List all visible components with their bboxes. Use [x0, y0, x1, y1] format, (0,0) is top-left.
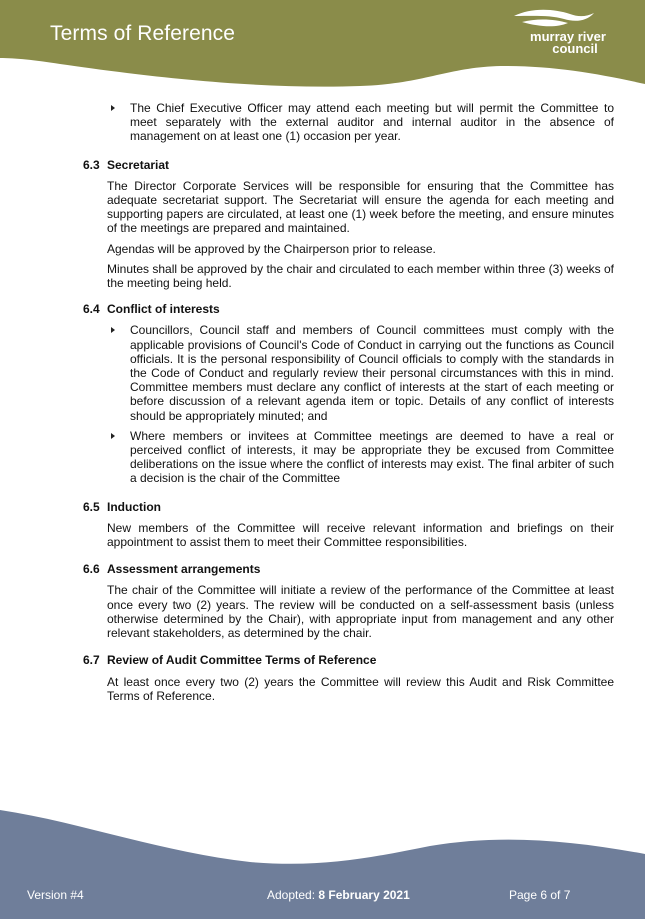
bullet-text: Where members or invitees at Committee meetings are deemed to have a real or perceived conflict of interests, it may be appropriate they be excused from Committee deliberations on the issue where the conflict of interests may exist. The final arbiter of such a decision is the chair of the Committee: [130, 428, 614, 486]
bullet-item: [130, 429, 614, 486]
section-number: 6.7: [83, 653, 100, 668]
bullet-item: [130, 323, 614, 422]
paragraph: Minutes shall be approved by the chair and circulated to each member within three (3) weeks of the meeting being held.: [107, 261, 614, 291]
section-heading-6-4: [83, 302, 645, 316]
section-number: 6.3: [83, 157, 100, 172]
footer-page-number: Page 6 of 7: [509, 888, 571, 902]
section-title: Review of Audit Committee Terms of Reference: [107, 653, 377, 668]
paragraph: The chair of the Committee will initiate a review of the performance of the Committee at least once every two (2) years. The review will be conducted on a self-assessment basis (unless otherwise determined by the Chair), with appropriate input from management and any other relevant stakeholders, as determined by the chair.: [107, 583, 614, 641]
section-heading-6-7: [83, 653, 645, 667]
paragraph: The Director Corporate Services will be responsible for ensuring that the Committee has adequate secretariat support. The Secretariat will ensure the agenda for each meeting and supporting papers are circulated, at least one (1) week before the meeting, and ensure minutes of the meetings are prepared and maintained.: [107, 178, 614, 236]
bullet-text: The Chief Executive Officer may attend each meeting but will permit the Committee to meet separately with the external auditor and internal auditor in the absence of management on at least one (1) occasion per year.: [130, 101, 614, 144]
footer-version: Version #4: [27, 888, 84, 902]
section-title: Assessment arrangements: [107, 562, 261, 577]
section-heading-6-3: [83, 158, 645, 172]
page-header: [0, 0, 645, 100]
council-logo: [512, 8, 624, 58]
paragraph: At least once every two (2) years the Committee will review this Audit and Risk Committee Terms of Reference.: [107, 674, 614, 703]
paragraph: Agendas will be approved by the Chairperson prior to release.: [107, 241, 436, 256]
adopted-date: 8 February 2021: [318, 888, 410, 902]
bullet-item: [130, 101, 614, 144]
section-number: 6.4: [83, 302, 100, 317]
footer-adopted: [267, 888, 410, 902]
logo-swirl-icon: [512, 8, 596, 30]
section-heading-6-6: [83, 562, 645, 576]
logo-line-1: murray river: [530, 29, 606, 44]
document-body: [0, 98, 645, 703]
paragraph: New members of the Committee will receive relevant information and briefings on their appointment to assist them to meet their Committee responsibilities.: [107, 520, 614, 550]
bullet-text: Councillors, Council staff and members of Council committees must comply with the applicable provisions of Council's Code of Conduct in carrying out the functions as Council officials. It is the personal responsibility of Council officials to comply with the standards in the Code of Conduct and regularly review their personal circumstances with this in mind. Committee members must declare any conflict of interests at the start of each meeting or before discussion of a relevant agenda item or topic. Details of any conflict of interests should be appropriately minuted; and: [130, 323, 614, 423]
section-title: Secretariat: [107, 157, 170, 172]
section-title: Induction: [107, 499, 161, 514]
bullet-arrow-icon: [111, 433, 115, 439]
page-footer: [0, 808, 645, 919]
logo-line-2: council: [552, 41, 598, 56]
section-number: 6.6: [83, 562, 100, 577]
section-heading-6-5: [83, 500, 645, 514]
section-title: Conflict of interests: [107, 302, 220, 317]
bullet-arrow-icon: [111, 327, 115, 333]
adopted-label: Adopted:: [267, 888, 316, 902]
document-title: Terms of Reference: [50, 22, 236, 45]
footer-banner-shape: [0, 808, 645, 919]
bullet-arrow-icon: [111, 105, 115, 111]
section-number: 6.5: [83, 499, 100, 514]
